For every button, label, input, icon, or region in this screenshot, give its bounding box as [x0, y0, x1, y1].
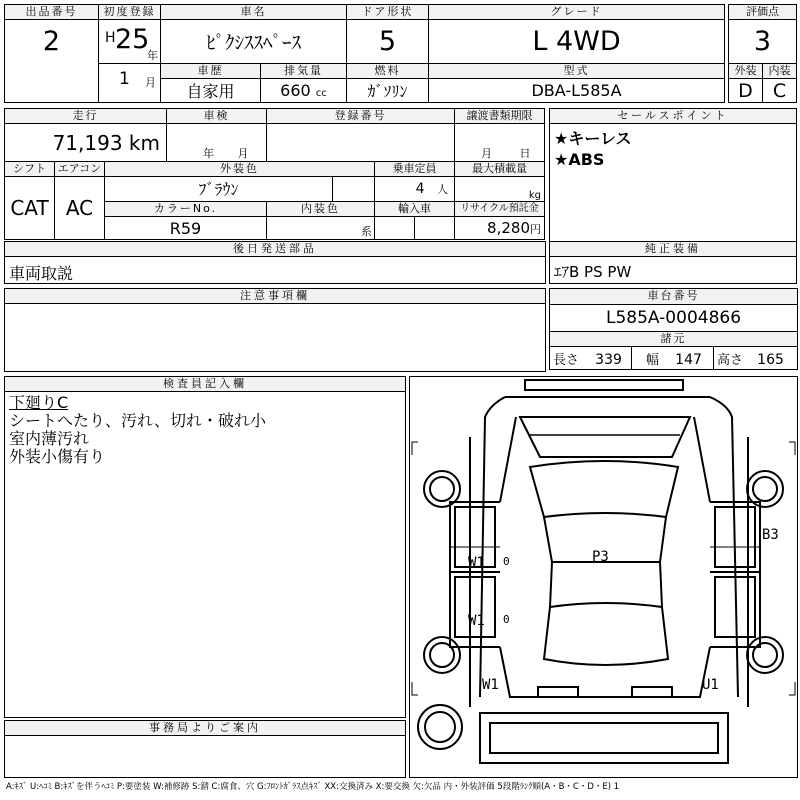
inspector-line: 室内薄汚れ	[9, 429, 90, 448]
int-color-label: 内装色	[267, 201, 375, 216]
later-parts-value: 車両取説	[9, 264, 74, 283]
sales-points-title: セールスポイント	[550, 109, 796, 124]
color-no-label: カラーNo.	[105, 201, 267, 216]
later-parts-box	[4, 241, 546, 284]
transfer-cell	[455, 124, 545, 161]
score: 3	[729, 20, 797, 64]
capacity-cell	[375, 177, 455, 202]
car-name: ﾋﾟｸｼｽｽﾍﾟｰｽ	[161, 20, 347, 64]
legend-footer: A:ｷｽﾞ U:ﾍｺﾐ B:ｷｽﾞを伴うﾍｺﾐ P:要塗装 W:補修跡 S:錆 C:腐食、穴 G:ﾌﾛﾝﾄｶﾞﾗｽ点ｷｽﾞ XX:交換済み X:要交換 欠:欠品 内・外装評価 5段階ﾗﾝｸ順(A・B・C・D・E) 1	[6, 782, 620, 792]
inspector-line: 外装小傷有り	[9, 447, 106, 466]
history: 自家用	[161, 79, 261, 103]
inspector-line: 下廻りC	[9, 393, 69, 412]
damage-mark: W1	[468, 555, 485, 571]
score-table	[728, 4, 797, 103]
exterior-grade: D	[729, 79, 763, 103]
width-label: 幅	[646, 352, 660, 368]
inspection-cell	[167, 124, 267, 161]
width: 147	[675, 351, 702, 368]
inspection-month-unit: 月	[237, 146, 249, 160]
import-b	[415, 217, 455, 240]
history-label: 車歴	[161, 64, 261, 79]
chassis-table	[549, 288, 798, 370]
info-table	[4, 108, 545, 240]
int-color-unit: 系	[267, 217, 375, 240]
ac-label: エアコン	[55, 161, 105, 176]
mileage-label: 走行	[5, 109, 167, 124]
import-a	[375, 217, 415, 240]
capacity-unit: 人	[437, 182, 448, 196]
interior-label: 内装	[763, 64, 797, 79]
notes-title: 注意事項欄	[5, 289, 545, 304]
mileage-unit: km	[128, 130, 160, 155]
reg-year-unit: 年	[147, 49, 158, 62]
equipment-title: 純正装備	[550, 242, 796, 257]
door-type: 5	[347, 20, 429, 64]
recycle-label: リサイクル預託金	[455, 201, 545, 216]
height: 165	[757, 351, 784, 368]
mileage: 71,193	[52, 130, 123, 155]
inspector-title: 検査員記入欄	[5, 377, 405, 392]
ext-color: ﾌﾞﾗｳﾝ	[105, 177, 333, 202]
grade-label: グレード	[429, 5, 725, 20]
car-name-label: 車名	[161, 5, 347, 20]
header-table	[4, 4, 725, 103]
height-label: 高さ	[717, 352, 744, 368]
max-load-unit: kg	[455, 177, 545, 202]
mileage-cell	[5, 124, 167, 161]
ext-color-extra	[333, 177, 375, 202]
recycle: 8,280	[487, 219, 530, 238]
car-diagram	[410, 377, 797, 777]
damage-mark: B3	[762, 527, 779, 543]
reg-month-cell	[99, 64, 161, 103]
length-cell	[550, 347, 632, 370]
inspector-line: シートへたり、汚れ、切れ・破れ小	[9, 411, 266, 430]
recycle-unit: 円	[530, 223, 541, 237]
length-label: 長さ	[553, 352, 580, 368]
reg-month-unit: 月	[145, 76, 158, 89]
shift-label: シフト	[5, 161, 55, 176]
office-title: 事務局よりご案内	[5, 721, 405, 736]
lot-label: 出品番号	[5, 5, 99, 20]
era: H	[105, 30, 116, 46]
damage-mark: U1	[702, 677, 719, 693]
damage-mark: W1	[468, 613, 485, 629]
fuel-label: 燃料	[347, 64, 429, 79]
equipment-value: ｴｱB PS PW	[554, 263, 632, 281]
length: 339	[595, 351, 622, 368]
lot-number: 2	[5, 20, 99, 103]
office-box	[4, 720, 406, 778]
inspection-label: 車検	[167, 109, 267, 124]
import-label: 輸入車	[375, 201, 455, 216]
height-cell	[714, 347, 798, 370]
spec-title: 諸元	[550, 331, 798, 347]
displacement-label: 排気量	[261, 64, 347, 79]
damage-mark: W1	[482, 677, 499, 693]
damage-mark: 0	[503, 613, 510, 626]
chassis-title: 車台番号	[550, 289, 798, 305]
recycle-cell	[455, 217, 545, 240]
exterior-label: 外装	[729, 64, 763, 79]
first-reg-year-cell	[99, 20, 161, 64]
damage-mark: P3	[592, 549, 609, 565]
sales-point-item: ★キーレス	[554, 129, 632, 148]
transfer-day-unit: 日	[519, 146, 531, 160]
damage-mark: 0	[503, 555, 510, 568]
displacement: 660	[280, 81, 311, 100]
grade: L 4WD	[429, 20, 725, 64]
fuel: ｶﾞｿﾘﾝ	[347, 79, 429, 103]
model-label: 型式	[429, 64, 725, 79]
capacity: 4	[415, 180, 425, 197]
reg-no	[267, 124, 455, 161]
sales-points-box	[549, 108, 797, 242]
score-label: 評価点	[729, 5, 797, 20]
sales-point-item: ★ABS	[554, 150, 605, 169]
transfer-month-unit: 月	[481, 146, 492, 160]
interior-grade: C	[763, 79, 797, 103]
inspector-lines	[5, 392, 405, 466]
ext-color-label: 外装色	[105, 161, 375, 176]
reg-no-label: 登録番号	[267, 109, 455, 124]
max-load-label: 最大積載量	[455, 161, 545, 176]
reg-year: 25	[115, 24, 150, 55]
displacement-unit: cc	[315, 88, 327, 99]
inspector-box	[4, 376, 406, 718]
equipment-box	[549, 241, 797, 284]
reg-month: 1	[119, 69, 132, 89]
car-diagram-box	[409, 376, 798, 778]
inspection-year-unit: 年	[203, 146, 214, 160]
capacity-label: 乗車定員	[375, 161, 455, 176]
color-no: R59	[105, 217, 267, 240]
transfer-label: 譲渡書類期限	[455, 109, 545, 124]
first-reg-label: 初度登録	[99, 5, 161, 20]
shift: CAT	[5, 177, 55, 240]
later-parts-title: 後日発送部品	[5, 242, 545, 257]
width-cell	[632, 347, 714, 370]
sales-points-list	[550, 124, 796, 174]
notes-box	[4, 288, 546, 372]
displacement-cell	[261, 79, 347, 103]
model: DBA-L585A	[429, 79, 725, 103]
ac: AC	[55, 177, 105, 240]
chassis-number: L585A-0004866	[550, 304, 798, 331]
door-label: ドア形状	[347, 5, 429, 20]
